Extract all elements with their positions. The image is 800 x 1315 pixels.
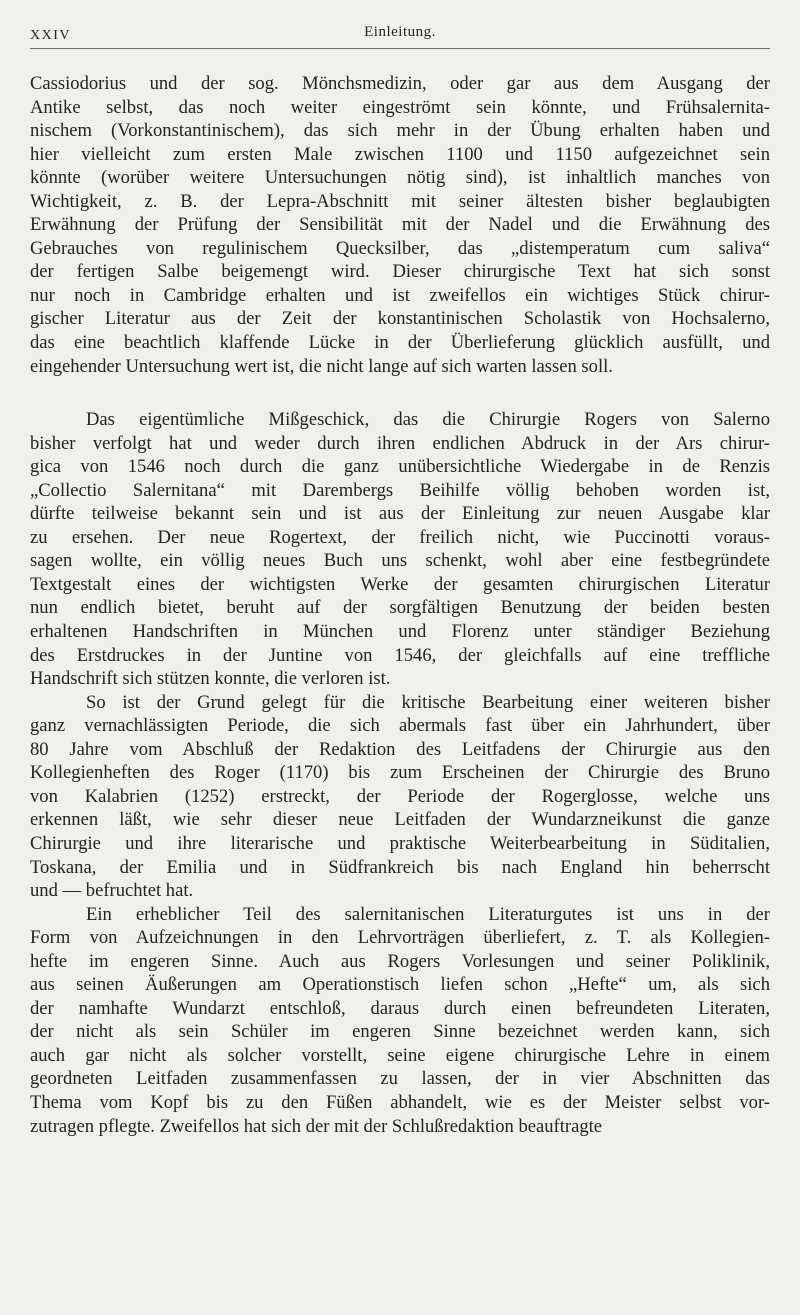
text-line: Ein erheblicher Teil des salernitanischen Literaturgutes ist uns in der [86, 903, 770, 925]
text-line: sagen wollte, ein völlig neues Buch uns schenkt, wohl aber eine festbegründete [30, 550, 770, 572]
text-line: der namhafte Wundarzt entschloß, daraus durch einen befreundeten Literaten, [30, 997, 770, 1019]
text-line: „Collectio Salernitana“ mit Darembergs Beihilfe völlig behoben worden ist, [30, 479, 770, 501]
text-line: hier vielleicht zum ersten Male zwischen 1100 und 1150 aufgezeichnet sein [30, 143, 770, 165]
text-line: erhaltenen Handschriften in München und Florenz unter ständiger Beziehung [30, 621, 770, 643]
text-line: des Erstdruckes in der Juntine von 1546, der gleichfalls auf eine treffliche [30, 644, 770, 666]
text-line: der fertigen Salbe beigemengt wird. Dieser chirurgische Text hat sich sonst [30, 261, 770, 283]
text-line: Wichtigkeit, z. B. der Lepra-Abschnitt mit seiner ältesten bisher beglaubigten [30, 190, 770, 212]
text-line: hefte im engeren Sinne. Auch aus Rogers Vorlesungen und seiner Poliklinik, [30, 950, 770, 972]
text-line: Erwähnung der Prüfung der Sensibilität mit der Nadel und die Erwähnung des [30, 214, 770, 236]
text-line: Toskana, der Emilia und in Südfrankreich bis nach England hin beherrscht [30, 856, 770, 878]
text-line: nun endlich bietet, beruht auf der sorgfältigen Benutzung der beiden besten [30, 597, 770, 619]
text-line: Handschrift sich stützen konnte, die verloren ist. [30, 668, 391, 690]
text-line: von Kalabrien (1252) erstreckt, der Periode der Rogerglosse, welche uns [30, 785, 770, 807]
text-line: aus seinen Äußerungen am Operationstisch liefen schon „Hefte“ um, als sich [30, 974, 770, 996]
paragraph [30, 72, 770, 378]
text-line: Antike selbst, das noch weiter eingeströmt sein könnte, und Frühsalernita- [30, 96, 770, 118]
text-line: dürfte teilweise bekannt sein und ist aus der Einleitung zur neuen Ausgabe klar [30, 503, 770, 525]
text-line: zutragen pflegte. Zweifellos hat sich der mit der Schlußredaktion beauftragte [30, 1115, 603, 1137]
text-line: und — befruchtet hat. [30, 880, 194, 902]
paragraph [30, 408, 770, 691]
text-line: eingehender Untersuchung wert ist, die nicht lange auf sich warten lassen soll. [30, 355, 613, 377]
running-head [30, 22, 770, 49]
paragraph [30, 903, 770, 1138]
text-line: gischer Literatur aus der Zeit der konstantinischen Scholastik von Hochsalerno, [30, 308, 770, 330]
text-line: nur noch in Cambridge erhalten und ist zweifellos ein wichtiges Stück chirur- [30, 284, 770, 306]
text-line: könnte (worüber weitere Untersuchungen nötig sind), ist inhaltlich manches von [30, 167, 770, 189]
text-line: Textgestalt eines der wichtigsten Werke der gesamten chirurgischen Literatur [30, 573, 770, 595]
text-line: Cassiodorius und der sog. Mönchsmedizin, oder gar aus dem Ausgang der [30, 73, 770, 94]
body-text [30, 72, 770, 1138]
text-line: Thema vom Kopf bis zu den Füßen abhandelt, wie es der Meister selbst vor- [30, 1091, 770, 1113]
text-line: das eine beachtlich klaffende Lücke in der Überlieferung glücklich ausfüllt, und [30, 332, 770, 354]
text-line: Chirurgie und ihre literarische und praktische Weiterbearbeitung in Süditalien, [30, 832, 770, 854]
text-line: zu ersehen. Der neue Rogertext, der freilich nicht, wie Puccinotti voraus- [30, 526, 770, 548]
text-line: 80 Jahre vom Abschluß der Redaktion des Leitfadens der Chirurgie aus den [30, 738, 770, 760]
text-line: Kollegienheften des Roger (1170) bis zum Erscheinen der Chirurgie des Bruno [30, 762, 770, 784]
text-line: Form von Aufzeichnungen in den Lehrvorträgen überliefert, z. T. als Kollegien- [30, 927, 770, 949]
text-line: ganz vernachlässigten Periode, die sich abermals fast über ein Jahrhundert, über [30, 715, 770, 737]
text-line: auch gar nicht als solcher vorstellt, seine eigene chirurgische Lehre in einem [30, 1044, 770, 1066]
text-line: nischem (Vorkonstantinischem), das sich mehr in der Übung erhalten haben und [30, 120, 770, 142]
text-line: der nicht als sein Schüler im engeren Sinne bezeichnet werden kann, sich [30, 1021, 770, 1043]
running-head-title: Einleitung. [364, 24, 436, 40]
text-line: erkennen läßt, wie sehr dieser neue Leitfaden der Wundarzneikunst die ganze [30, 809, 770, 831]
text-line: gica von 1546 noch durch die ganz unübersichtliche Wiedergabe in de Renzis [30, 456, 770, 478]
paragraph [30, 691, 770, 903]
page-number: XXIV [30, 28, 71, 43]
text-line: Das eigentümliche Mißgeschick, das die Chirurgie Rogers von Salerno [86, 409, 770, 431]
text-line: Gebrauches von regulinischem Quecksilber, das „distemperatum cum saliva“ [30, 237, 770, 259]
text-line: geordneten Leitfaden zusammenfassen zu lassen, der in vier Abschnitten das [30, 1068, 770, 1090]
text-line: bisher verfolgt hat und weder durch ihren endlichen Abdruck in der Ars chirur- [30, 432, 770, 454]
text-line: So ist der Grund gelegt für die kritische Bearbeitung einer weiteren bisher [86, 691, 770, 713]
paragraph-gap [30, 378, 770, 408]
